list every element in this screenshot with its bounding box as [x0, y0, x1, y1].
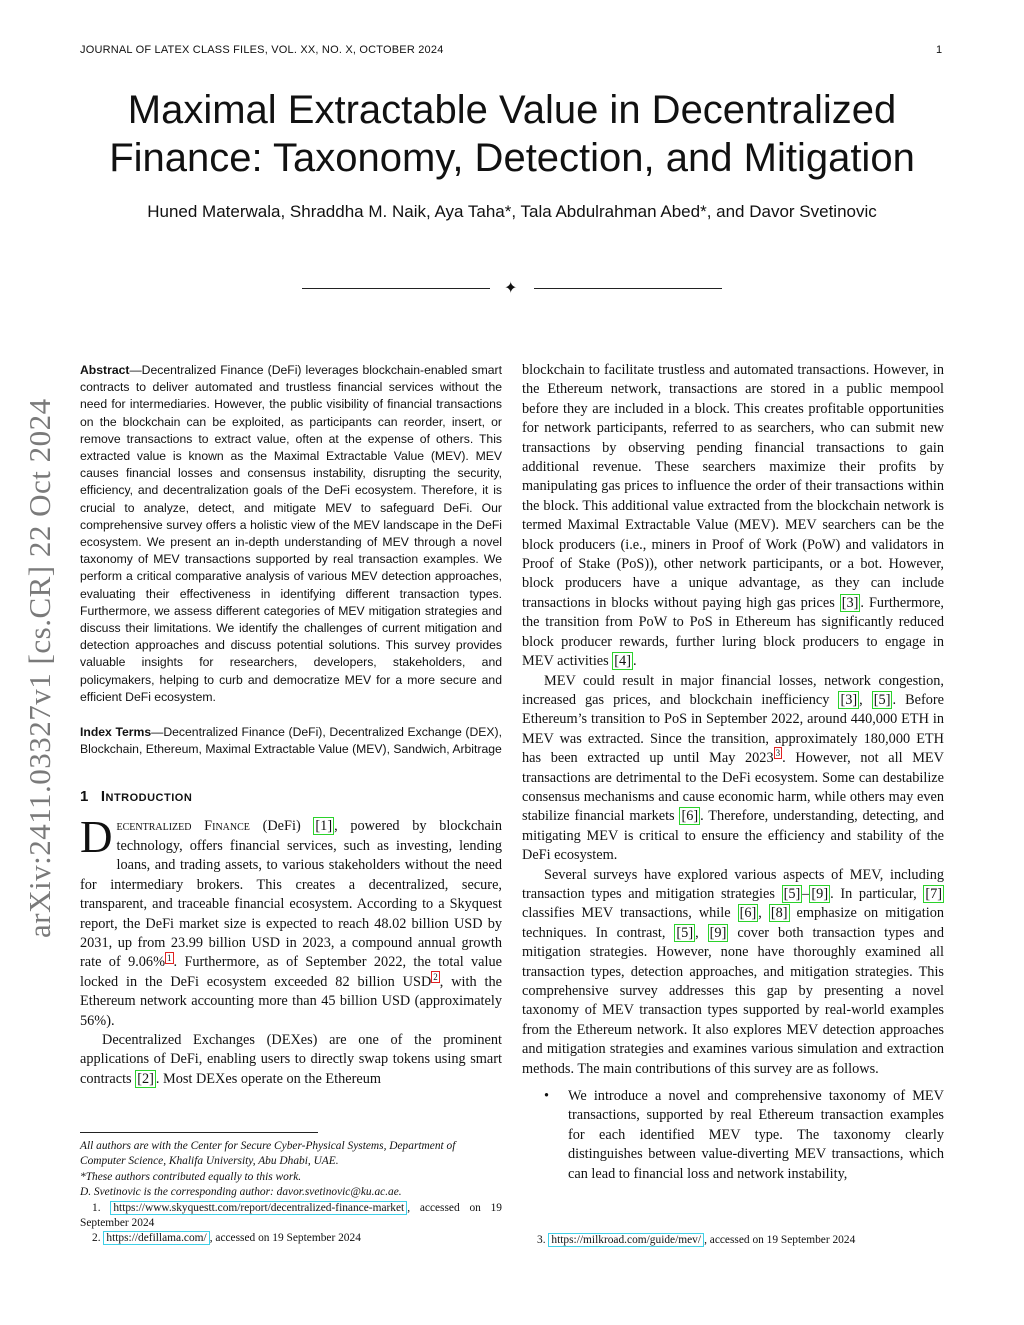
citation-link[interactable]: [7]	[925, 885, 942, 902]
footnote-ref-link[interactable]: 2	[433, 971, 438, 982]
section-heading-introduction	[80, 788, 502, 805]
citation-link[interactable]: [5]	[783, 885, 801, 902]
footnotes-left	[80, 1139, 502, 1247]
citation-link[interactable]: [2]	[137, 1070, 154, 1087]
citation-link[interactable]: [3]	[841, 594, 859, 611]
abstract-label: Abstract	[80, 363, 130, 377]
footnote-url-link[interactable]: https://milkroad.com/guide/mev/	[548, 1233, 704, 1247]
intro-paragraph-4: MEV could result in major financial losses, network congestion, increased gas prices, and blockchain inefficiency [3] , [5] . Before Ethereum’s transition to PoS in September 2022, around 440,000 ETH in MEV was extracted. Since the transition, approximately 180,000 ETH has been extracted up until May 2023 $^3$ . However, not all MEV transactions are detrimental to the DeFi ecosystem. Some can destabilize consensus mechanisms and cause economic harm, while others may even stabilize financial markets [6] . Therefore, understanding, detecting, and mitigating MEV is critical to ensure the efficiency and stability of the DeFi ecosystem.	[522, 672, 944, 864]
equal-contribution-note: *These authors contributed equally to this work.	[80, 1170, 302, 1183]
abstract-text: —Decentralized Finance (DeFi) leverages blockchain-enabled smart contracts to deliver automated and trustless financial services without the need for intermediaries. However, the public visibility of financial transactions on the blockchain can be exploited, as participants can reorder, insert, or remove transactions to extract value, often at the expense of others. This extracted value is known as the Maximal Extractable Value (MEV). MEV causes financial losses and consensus instability, disrupting the security, efficiency, and decentralization goals of the DeFi ecosystem. Therefore, it is crucial to analyze, detect, and mitigate MEV to safeguard DeFi. Our comprehensive survey offers a holistic view of the MEV landscape in the DeFi ecosystem. We present an in-depth understanding of MEV through a novel taxonomy of MEV transactions supported by real transaction examples. We perform a critical comparative analysis of various MEV detection approaches, evaluating their effectiveness in identifying different transaction types. Furthermore, we assess different categories of MEV mitigation strategies and discuss their limitations. We identify the challenges of current mitigation and detection approaches and discuss potential solutions. This survey provides valuable insights for researchers, developers, stakeholders, and policymakers, helping to curb and democratize MEV for a more secure and efficient DeFi ecosystem.	[80, 363, 502, 704]
citation-link[interactable]: [1]	[315, 818, 333, 835]
footnote-2: 2. https://defillama.com/ , accessed on 19 September 2024	[92, 1232, 361, 1245]
right-column	[522, 361, 944, 1184]
citation-link[interactable]: [9]	[811, 885, 829, 902]
arxiv-identifier: arXiv:2411.03327v1 [cs.CR] 22 Oct 2024	[22, 398, 57, 938]
index-terms-text: —Decentralized Finance (DeFi), Decentralized Exchange (DEX), Blockchain, Ethereum, Maximal Extractable Value (MEV), Sandwich, Arbitrage	[80, 725, 502, 757]
intro-paragraph-1: Decentralized Finance (DeFi) [1] , powered by blockchain technology, offers financial services, such as investing, lending loans, and trading assets, to various stakeholders without the need for intermediary brokers. This creates a decentralized, secure, transparent, and traceable financial ecosystem. According to a Skyquest report, the DeFi market size is expected to reach 48.02 billion USD by 2031, up from 23.99 billion USD in 2023, a compound annual growth rate of 9.06% $^1$ . Furthermore, as of September 2022, the total value locked in the DeFi ecosystem exceeded 82 billion USD $^2$ , with the Ethereum network accounting more than 45 billion USD (approximately 56%).	[80, 812, 502, 1029]
intro-paragraph-5: Several surveys have explored various aspects of MEV, including transaction types and mitigation strategies [5] – [9] . In particular, [7] classifies MEV transactions, while [6] , [8] emphasize on mitigation techniques. In contrast, [5] , [9] cover both transaction types and mitigation strategies. However, none have thoroughly examined all transaction types, detection approaches, and mitigation strategies. This comprehensive survey addresses this gap by presenting a novel taxonomy of MEV transaction types supported by real-world examples from the Ethereum network. It also explores MEV detection approaches and mitigation strategies and examines various simulation and extraction methods. The main contributions of this survey are as follows.	[522, 866, 944, 1077]
corresponding-author-note: D. Svetinovic is the corresponding author: davor.svetinovic@ku.ac.ae.	[80, 1186, 402, 1199]
title-separator	[302, 280, 722, 297]
intro-paragraph-2: Decentralized Exchanges (DEXes) are one of the prominent applications of DeFi, enabling users to directly swap tokens using smart contracts [2] . Most DEXes operate on the Ethereum	[80, 1031, 502, 1087]
index-terms	[80, 724, 502, 758]
bullet-icon: •	[544, 1088, 550, 1105]
running-head: JOURNAL OF LATEX CLASS FILES, VOL. XX, NO. X, OCTOBER 2024	[80, 44, 444, 56]
footnote-ref-link[interactable]: 3	[775, 748, 781, 759]
list-item: • We introduce a novel and comprehensive taxonomy of MEV transactions, supported by real Ethereum transaction examples for each identified MEV type. The taxonomy clearly distinguishes between value-diverting MEV transactions, which can lead to financial loss and network instability,	[544, 1088, 944, 1182]
footnote-url-link[interactable]: https://defillama.com/	[103, 1231, 209, 1245]
abstract	[80, 362, 502, 706]
diamond-ornament-icon: ✦	[504, 280, 518, 297]
footnote-ref-link[interactable]: 1	[167, 952, 172, 963]
separator-line-left	[302, 288, 490, 289]
paper-title: Maximal Extractable Value in Decentralized Finance: Taxonomy, Detection, and Mitigation	[109, 88, 915, 180]
left-column	[80, 362, 502, 1089]
author-list: Huned Materwala, Shraddha M. Naik, Aya Taha*, Tala Abdulrahman Abed*, and Davor Svetinovic	[147, 202, 877, 221]
footnote-rule	[80, 1132, 318, 1133]
footnote-1: 1. https://www.skyquestt.com/report/decentralized-finance-market , accessed on 19 September 2024	[80, 1201, 502, 1230]
index-terms-label: Index Terms	[80, 725, 152, 740]
footnote-3: 3. https://milkroad.com/guide/mev/ , accessed on 19 September 2024	[537, 1234, 856, 1246]
separator-line-right	[534, 288, 722, 289]
intro-paragraph-3: blockchain to facilitate trustless and automated transactions. However, in the Ethereum network, transactions are stored in a public mempool before they are included in a block. This creates profitable opportunities for network participants, referred to as searchers, who can submit new transactions by observing pending financial transactions to gain additional revenue. These searchers maximize their profits by manipulating gas prices to influence the order of their transactions within the block. This additional value extracted from the blockchain network is termed Maximal Extractable Value (MEV). MEV searchers can be the block producers (i.e., miners in Proof of Work (PoW) and validators in Proof of Stake (PoS)), other network participants, or a bot. However, block producers have a unique advantage, as they can include transactions in blocks without paying high gas prices [3] . Furthermore, the transition from PoW to PoS in Ethereum has significantly reduced block producer rewards, further luring block producers to engage in MEV activities [4] .	[522, 362, 944, 670]
footnote-url-link[interactable]: https://www.skyquestt.com/report/decentralized-finance-market	[110, 1201, 407, 1215]
citation-link[interactable]: [6]	[681, 808, 699, 825]
citation-link[interactable]: [5]	[676, 924, 694, 941]
contributions-list	[522, 1087, 944, 1184]
affiliation-note: All authors are with the Center for Secure Cyber-Physical Systems, Department of Computer Science, Khalifa University, Abu Dhabi, UAE.	[80, 1140, 456, 1168]
citation-link[interactable]: [4]	[614, 653, 631, 670]
page-number: 1	[936, 44, 943, 56]
citation-link[interactable]: [8]	[770, 905, 788, 922]
section-title: Introduction	[100, 788, 193, 806]
drop-cap: D	[80, 812, 113, 863]
citation-link[interactable]: [5]	[873, 691, 891, 708]
section-number: 1	[80, 788, 89, 806]
citation-link[interactable]: [9]	[709, 924, 727, 941]
citation-link[interactable]: [6]	[739, 905, 757, 922]
citation-link[interactable]: [3]	[840, 691, 858, 708]
